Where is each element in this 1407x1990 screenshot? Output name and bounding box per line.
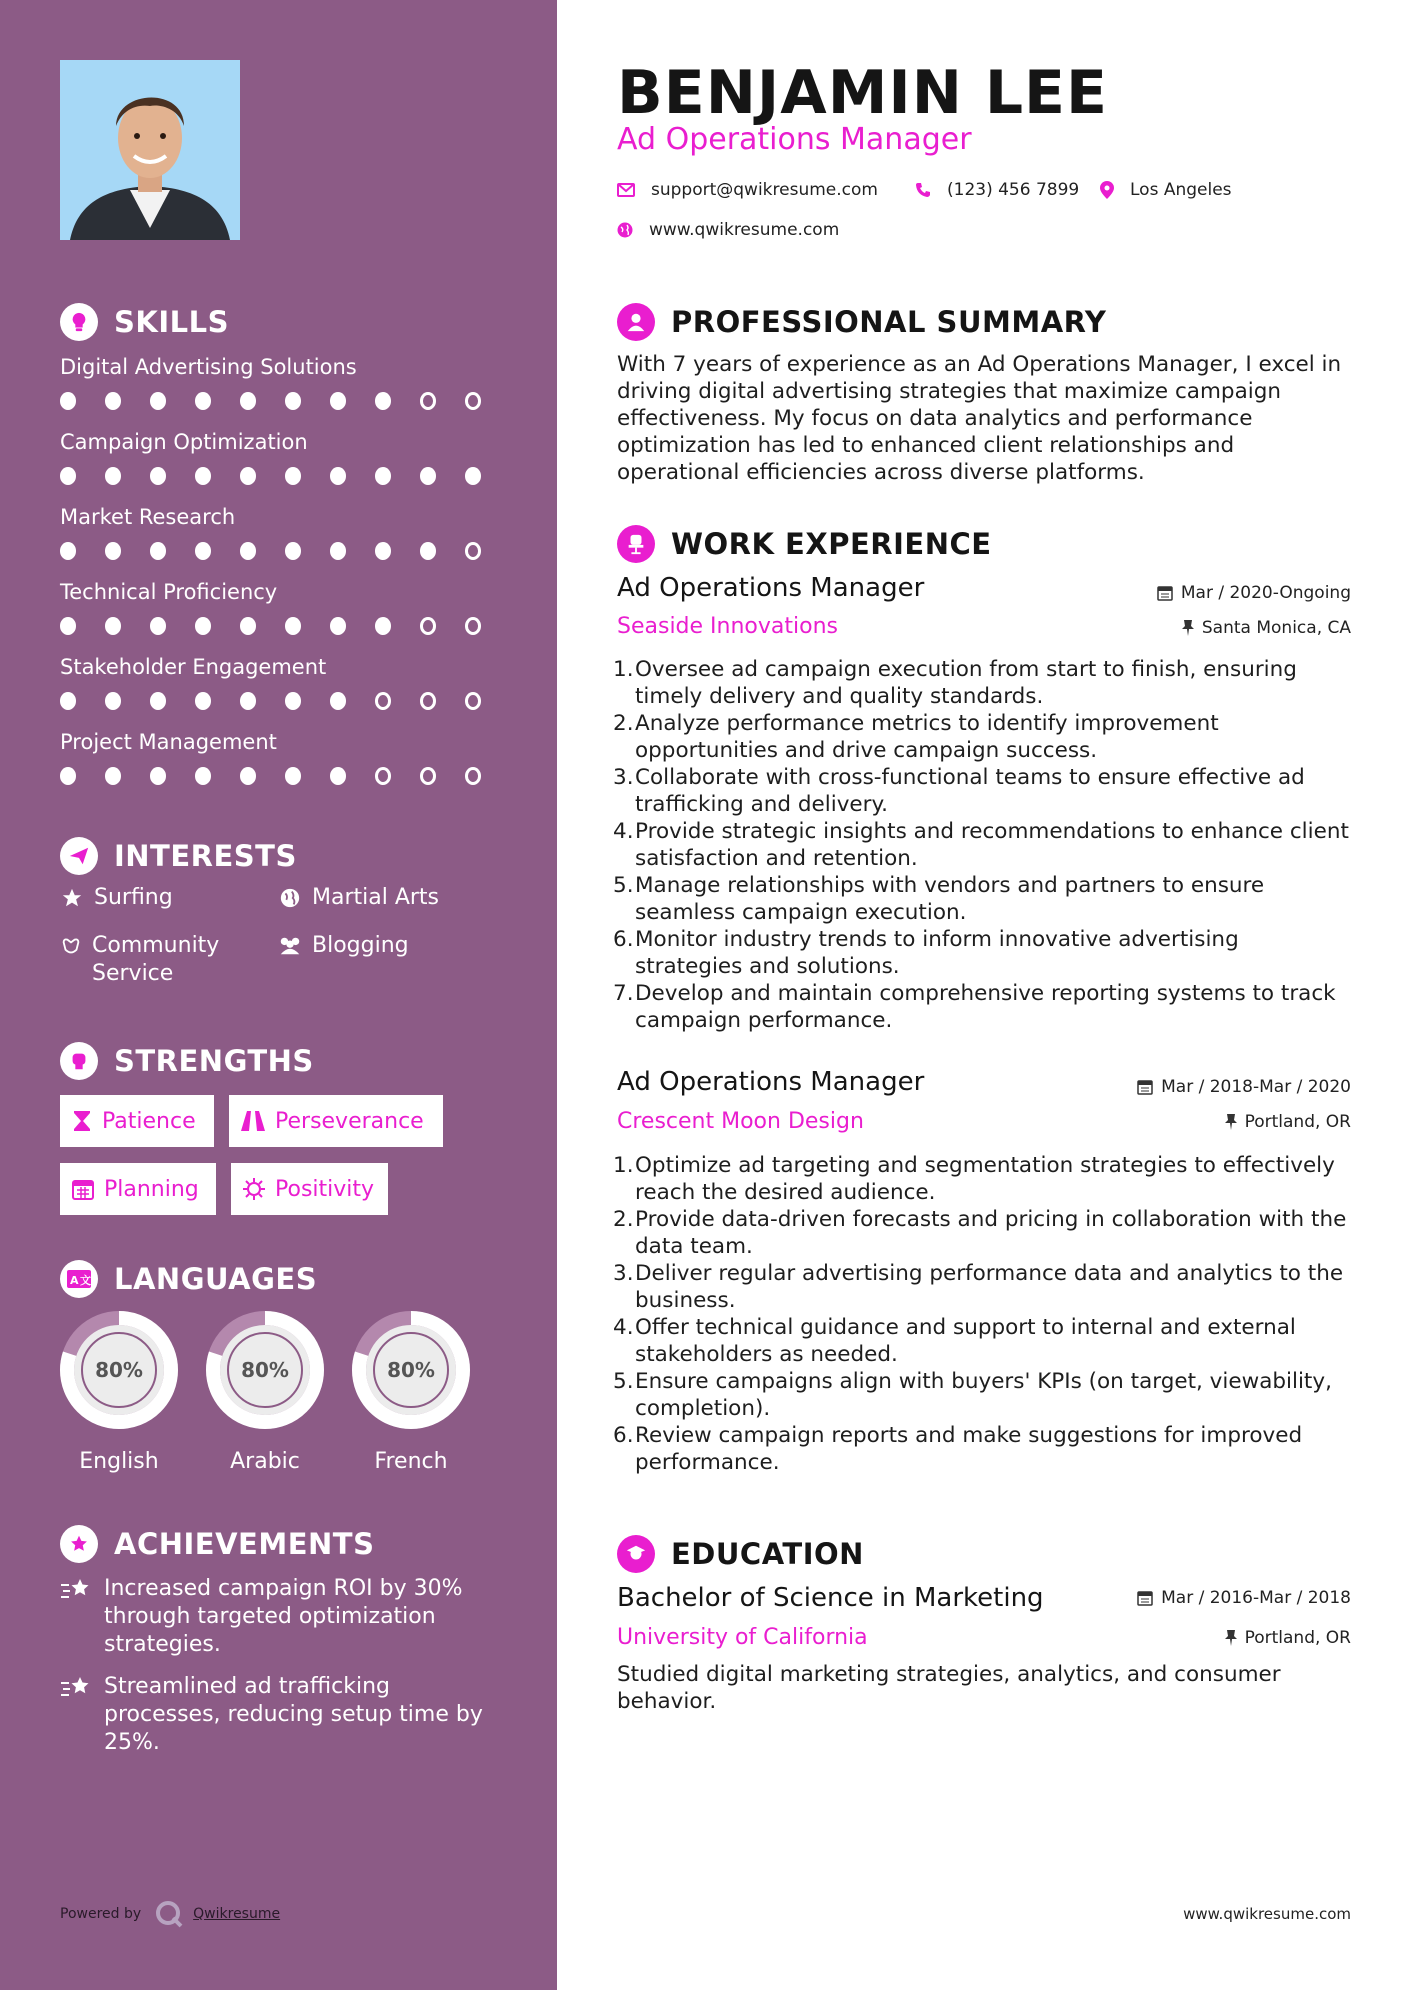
achievements-heading: [60, 1522, 374, 1566]
phone-icon: [915, 182, 931, 198]
duty-item: Provide data-driven forecasts and pricing in collaboration with the data team.: [635, 1207, 1347, 1259]
calendar-icon: [1137, 1590, 1153, 1606]
rating-dot-filled: [240, 392, 256, 410]
award-star-icon: [60, 1525, 98, 1563]
hand-fist-icon: [60, 1042, 98, 1080]
interest-item: Surfing: [60, 884, 173, 912]
rating-dot-filled: [330, 617, 346, 635]
rating-dot-empty: [465, 767, 481, 785]
rating-dot-empty: [465, 617, 481, 635]
rating-dot-filled: [240, 542, 256, 560]
shooting-star-icon: [60, 1575, 92, 1607]
lightbulb-icon: [60, 303, 98, 341]
duty-item: Develop and maintain comprehensive reporting systems to track campaign performance.: [635, 981, 1336, 1033]
qwikresume-link[interactable]: Qwikresume: [193, 1906, 281, 1922]
rating-dot-filled: [150, 542, 166, 560]
calendar-icon: [1137, 1079, 1153, 1095]
interest-item: Blogging: [278, 932, 409, 960]
contact-website[interactable]: www.qwikresume.com: [617, 220, 839, 240]
skill-rating: [60, 467, 510, 485]
language-name: Arabic: [230, 1449, 300, 1474]
qwikresume-logo-icon: [155, 1900, 183, 1928]
rating-dot-filled: [240, 767, 256, 785]
language-percent: 80%: [241, 1358, 289, 1382]
sun-icon: [243, 1178, 265, 1200]
language-gauge: [350, 1309, 472, 1431]
rating-dot-filled: [150, 692, 166, 710]
rating-dot-filled: [60, 617, 76, 635]
education-title: EDUCATION: [671, 1537, 864, 1571]
strength-badge: Planning: [60, 1163, 216, 1215]
rating-dot-filled: [150, 467, 166, 485]
hands-icon: [60, 932, 82, 957]
envelope-icon: [617, 183, 635, 197]
rating-dot-filled: [60, 767, 76, 785]
strength-badge: Patience: [60, 1095, 214, 1147]
contact-phone[interactable]: (123) 456 7899: [915, 180, 1079, 200]
rating-dot-filled: [330, 692, 346, 710]
main-content: [617, 0, 1351, 1990]
job-location: Santa Monica, CA: [1182, 618, 1351, 638]
rating-dot-filled: [195, 617, 211, 635]
education-school: University of California: [617, 1625, 868, 1650]
language-item: [350, 1309, 472, 1474]
language-name: English: [79, 1449, 159, 1474]
job-company: Seaside Innovations: [617, 614, 838, 639]
rating-dot-filled: [195, 692, 211, 710]
users-icon: [278, 932, 302, 957]
skill-name: Market Research: [60, 505, 236, 529]
skill-rating: [60, 767, 510, 785]
briefcase-chair-icon: [617, 525, 655, 563]
rating-dot-empty: [420, 767, 436, 785]
summary-title: PROFESSIONAL SUMMARY: [671, 305, 1107, 339]
contact-email[interactable]: support@qwikresume.com: [617, 180, 878, 200]
skill-rating: [60, 392, 510, 410]
experience-heading: [617, 522, 992, 566]
svg-text:文: 文: [80, 1274, 91, 1287]
rating-dot-empty: [375, 767, 391, 785]
skill-name: Project Management: [60, 730, 277, 754]
globe-icon: [617, 222, 633, 238]
language-item: [204, 1309, 326, 1474]
interests-heading: [60, 834, 297, 878]
hourglass-icon: [72, 1110, 92, 1132]
rating-dot-filled: [240, 617, 256, 635]
rating-dot-filled: [285, 692, 301, 710]
achievement-item: Streamlined ad trafficking processes, reducing setup time by 25%.: [60, 1673, 500, 1757]
candidate-name: BENJAMIN LEE: [617, 58, 1109, 128]
strength-badge: Positivity: [231, 1163, 388, 1215]
language-gauge: [58, 1309, 180, 1431]
rating-dot-filled: [330, 467, 346, 485]
pushpin-icon: [1182, 620, 1194, 636]
rating-dot-filled: [105, 767, 121, 785]
duty-item: Analyze performance metrics to identify improvement opportunities and drive campaign success.: [635, 711, 1219, 763]
skill-rating: [60, 617, 510, 635]
skill-name: Campaign Optimization: [60, 430, 308, 454]
rating-dot-filled: [330, 767, 346, 785]
pushpin-icon: [1225, 1114, 1237, 1130]
pushpin-icon: [1225, 1630, 1237, 1646]
rating-dot-filled: [375, 617, 391, 635]
experience-title: WORK EXPERIENCE: [671, 527, 992, 561]
rating-dot-empty: [420, 392, 436, 410]
rating-dot-filled: [150, 392, 166, 410]
rating-dot-empty: [420, 692, 436, 710]
language-gauge: [204, 1309, 326, 1431]
skill-rating: [60, 542, 510, 560]
skill-item: [60, 577, 510, 635]
job-duties-list: [617, 1152, 1351, 1476]
contact-location: Los Angeles: [1100, 180, 1232, 200]
rating-dot-filled: [375, 467, 391, 485]
education-heading: [617, 1532, 864, 1576]
footer-url[interactable]: www.qwikresume.com: [1183, 1905, 1351, 1923]
summary-text: With 7 years of experience as an Ad Operations Manager, I excel in driving digital advertising strategies that maximize campaign effectiveness. My focus on data analytics and performance optimization has led to enhanced client relationships and operational efficiencies across diverse platforms.: [617, 352, 1342, 485]
rating-dot-filled: [240, 692, 256, 710]
rating-dot-filled: [285, 392, 301, 410]
language-name: French: [374, 1449, 448, 1474]
rating-dot-filled: [330, 542, 346, 560]
rating-dot-empty: [420, 617, 436, 635]
language-item: [58, 1309, 180, 1474]
interest-item: Martial Arts: [278, 884, 439, 912]
duty-item: Deliver regular advertising performance data and analytics to the business.: [635, 1261, 1344, 1313]
paper-plane-icon: [60, 837, 98, 875]
strengths-title: STRENGTHS: [114, 1044, 314, 1078]
education-location: Portland, OR: [1225, 1628, 1351, 1648]
duty-item: Review campaign reports and make suggestions for improved performance.: [635, 1423, 1303, 1475]
duty-item: Oversee ad campaign execution from start to finish, ensuring timely delivery and quality standards.: [635, 657, 1297, 709]
rating-dot-filled: [375, 542, 391, 560]
job-title: Ad Operations Manager: [617, 573, 925, 603]
achievement-item: Increased campaign ROI by 30% through targeted optimization strategies.: [60, 1575, 500, 1659]
star-icon: [60, 884, 84, 909]
skill-item: [60, 352, 510, 410]
rating-dot-filled: [105, 467, 121, 485]
rating-dot-filled: [285, 617, 301, 635]
rating-dot-filled: [105, 617, 121, 635]
rating-dot-filled: [240, 467, 256, 485]
education-dates: Mar / 2016-Mar / 2018: [1137, 1588, 1351, 1608]
languages-title: LANGUAGES: [114, 1262, 318, 1296]
job-title: Ad Operations Manager: [617, 1067, 925, 1097]
powered-by: Powered by Qwikresume: [60, 1900, 280, 1928]
calendar-icon: [1157, 585, 1173, 601]
rating-dot-filled: [420, 467, 436, 485]
skill-item: [60, 502, 510, 560]
rating-dot-filled: [195, 392, 211, 410]
skill-item: [60, 652, 510, 710]
duty-item: Monitor industry trends to inform innovative advertising strategies and solutions.: [635, 927, 1239, 979]
rating-dot-filled: [60, 692, 76, 710]
rating-dot-filled: [420, 542, 436, 560]
rating-dot-filled: [60, 467, 76, 485]
skills-title: SKILLS: [114, 305, 229, 339]
rating-dot-filled: [60, 542, 76, 560]
job-duties-list: [617, 656, 1351, 1034]
svg-text:A: A: [70, 1274, 79, 1287]
rating-dot-filled: [375, 392, 391, 410]
job-dates: Mar / 2018-Mar / 2020: [1137, 1077, 1351, 1097]
strength-badge: Perseverance: [229, 1095, 443, 1147]
job-location: Portland, OR: [1225, 1112, 1351, 1132]
job-dates: Mar / 2020-Ongoing: [1157, 583, 1351, 603]
profile-photo: [60, 60, 240, 240]
rating-dot-empty: [375, 692, 391, 710]
rating-dot-filled: [60, 392, 76, 410]
achievements-title: ACHIEVEMENTS: [114, 1527, 375, 1561]
skill-name: Stakeholder Engagement: [60, 655, 327, 679]
skills-heading: [60, 300, 229, 344]
rating-dot-filled: [285, 467, 301, 485]
user-icon: [617, 303, 655, 341]
rating-dot-filled: [195, 767, 211, 785]
interests-title: INTERESTS: [114, 839, 297, 873]
rating-dot-filled: [285, 767, 301, 785]
duty-item: Provide strategic insights and recommendations to enhance client satisfaction and retention.: [635, 819, 1349, 871]
language-percent: 80%: [95, 1358, 143, 1382]
duty-item: Ensure campaigns align with buyers' KPIs (on target, viewability, completion).: [635, 1369, 1332, 1421]
map-pin-icon: [1100, 181, 1114, 199]
sidebar: [0, 0, 557, 1990]
shooting-star-icon: [60, 1673, 92, 1705]
duty-item: Offer technical guidance and support to internal and external stakeholders as needed.: [635, 1315, 1296, 1367]
graduate-icon: [617, 1535, 655, 1573]
rating-dot-empty: [465, 692, 481, 710]
skill-item: [60, 427, 510, 485]
language-percent: 80%: [387, 1358, 435, 1382]
rating-dot-empty: [465, 542, 481, 560]
duty-item: Optimize ad targeting and segmentation strategies to effectively reach the desired audience.: [635, 1153, 1335, 1205]
rating-dot-filled: [330, 392, 346, 410]
rating-dot-filled: [150, 767, 166, 785]
candidate-role: Ad Operations Manager: [617, 122, 972, 157]
strengths-heading: [60, 1039, 314, 1083]
skill-item: [60, 727, 510, 785]
rating-dot-filled: [465, 467, 481, 485]
languages-heading: [60, 1257, 317, 1301]
skill-name: Technical Proficiency: [60, 580, 278, 604]
rating-dot-empty: [465, 392, 481, 410]
globe-icon: [278, 884, 302, 909]
job-company: Crescent Moon Design: [617, 1109, 864, 1134]
rating-dot-filled: [285, 542, 301, 560]
summary-heading: [617, 300, 1106, 344]
education-description: Studied digital marketing strategies, analytics, and consumer behavior.: [617, 1662, 1281, 1714]
duty-item: Manage relationships with vendors and partners to ensure seamless campaign execution.: [635, 873, 1265, 925]
duty-item: Collaborate with cross-functional teams to ensure effective ad trafficking and delivery.: [635, 765, 1305, 817]
rating-dot-filled: [105, 392, 121, 410]
rating-dot-filled: [195, 467, 211, 485]
language-icon: [60, 1260, 98, 1298]
interest-item: Community Service: [60, 932, 260, 988]
rating-dot-filled: [105, 692, 121, 710]
rating-dot-filled: [105, 542, 121, 560]
education-degree: Bachelor of Science in Marketing: [617, 1583, 1044, 1613]
skill-name: Digital Advertising Solutions: [60, 355, 357, 379]
rating-dot-filled: [195, 542, 211, 560]
rating-dot-filled: [150, 617, 166, 635]
calendar-icon: [72, 1178, 94, 1200]
skill-rating: [60, 692, 510, 710]
road-icon: [241, 1111, 265, 1131]
